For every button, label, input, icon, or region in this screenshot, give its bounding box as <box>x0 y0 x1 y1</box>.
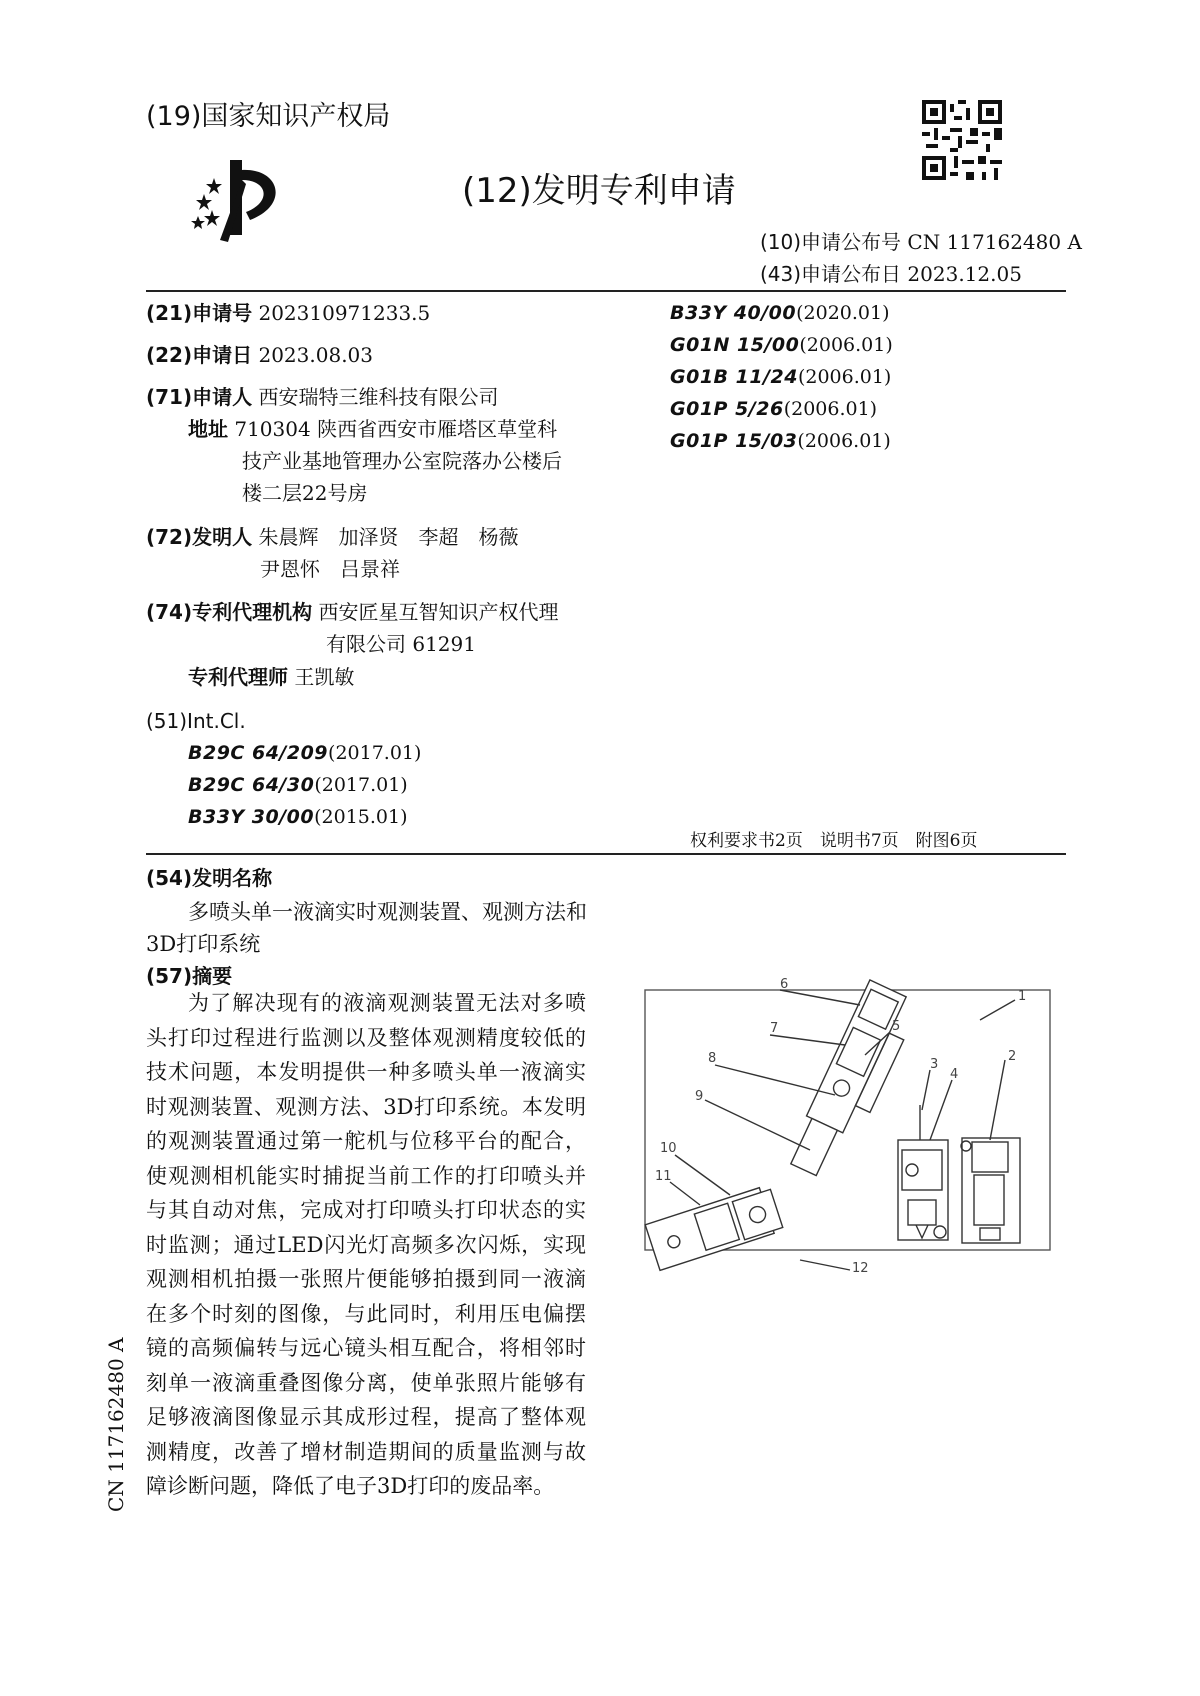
address-line: 技产业基地管理办公室院落办公楼后 <box>242 449 562 473</box>
applicant-row <box>146 381 498 413</box>
figure-label: 12 <box>852 1261 869 1276</box>
agent-label: 专利代理师 <box>188 665 288 689</box>
filing-date-label: (22)申请日 <box>146 343 253 367</box>
ipc-entry: B33Y 40/00(2020.01) <box>670 302 890 324</box>
agency-row <box>146 596 558 628</box>
pub-date-label: (43)申请公布日 <box>760 262 902 286</box>
page-counts: 权利要求书2页 说明书7页 附图6页 <box>690 831 978 851</box>
figure-label: 5 <box>892 1019 901 1034</box>
title-line: 多喷头单一液滴实时观测装置、观测方法和 <box>188 900 587 924</box>
intcl-label: (51)Int.Cl. <box>146 709 246 733</box>
ipc-right-list <box>670 297 893 457</box>
publication-date-row <box>760 258 1022 287</box>
inventors-row <box>146 521 518 553</box>
agency-label: (74)专利代理机构 <box>146 600 313 624</box>
inventors-label: (72)发明人 <box>146 525 253 549</box>
office-name: (19)国家知识产权局 <box>146 101 391 132</box>
abstract-paragraph: 为了解决现有的液滴观测装置无法对多喷头打印过程进行监测以及整体观测精度较低的技术问题，本发明提供一种多喷头单一液滴实时观测装置、观测方法、3D打印系统。本发明的观测装置通过第一舵机与位移平台的配合，使观测相机能实时捕捉当前工作的打印喷头并与其自动对焦，完成对打印喷头打印状态的实时监测；通过LED闪光灯高频多次闪烁，实现观测相机拍摄一张照片便能够拍摄到同一液滴在多个时刻的图像，与此同时，利用压电偏摆镜的高频偏转与远心镜头相互配合，将相邻时刻单一液滴重叠图像分离，使单张照片能够有足够液滴图像显示其成形过程，提高了整体观测精度，改善了增材制造期间的质量监测与故障诊断问题，降低了电子3D打印的废品率。 <box>146 991 586 1498</box>
agency-line: 西安匠星互智知识产权代理 <box>318 600 559 624</box>
inventors-line: 尹恩怀 吕景祥 <box>260 557 400 581</box>
app-no-label: (21)申请号 <box>146 301 253 325</box>
app-no: 202310971233.5 <box>258 301 431 325</box>
agent-row <box>188 661 354 693</box>
address-label: 地址 <box>188 417 228 441</box>
application-number-row <box>146 297 430 329</box>
title-line: 3D打印系统 <box>146 932 261 956</box>
ipc-entry: B29C 64/30(2017.01) <box>188 774 408 796</box>
title-label: (54)发明名称 <box>146 866 273 890</box>
inventors-line: 朱晨辉 加泽贤 李超 杨薇 <box>258 525 519 549</box>
document-type: (12)发明专利申请 <box>462 171 736 211</box>
biblio-divider <box>146 853 1066 855</box>
side-publication-number: CN 117162480 A <box>104 1337 128 1512</box>
figure-label: 1 <box>1018 989 1027 1004</box>
ipc-entry: G01N 15/00(2006.01) <box>670 334 893 356</box>
representative-drawing <box>630 960 1060 1290</box>
publication-number-row <box>760 226 1082 255</box>
agency-line: 有限公司 61291 <box>326 632 476 656</box>
figure-label: 9 <box>695 1089 704 1104</box>
qr-code[interactable] <box>922 100 1002 180</box>
ipc-entry: G01P 5/26(2006.01) <box>670 398 878 420</box>
applicant-label: (71)申请人 <box>146 385 253 409</box>
figure-label: 11 <box>655 1169 672 1184</box>
figure-label: 2 <box>1008 1049 1017 1064</box>
ipc-entry: G01P 15/03(2006.01) <box>670 430 891 452</box>
figure-label: 6 <box>780 977 789 992</box>
filing-date: 2023.08.03 <box>258 343 373 367</box>
figure-label: 7 <box>770 1021 779 1036</box>
address-line: 楼二层22号房 <box>242 481 368 505</box>
applicant: 西安瑞特三维科技有限公司 <box>258 385 499 409</box>
abstract-label: (57)摘要 <box>146 964 233 988</box>
pub-no-label: (10)申请公布号 <box>760 230 902 254</box>
header-divider <box>146 290 1066 292</box>
ipc-left-list <box>188 737 421 833</box>
address-line: 710304 陕西省西安市雁塔区草堂科 <box>234 417 558 441</box>
figure-label: 8 <box>708 1051 717 1066</box>
pub-no: CN 117162480 A <box>907 230 1082 254</box>
figure-label: 3 <box>930 1057 939 1072</box>
ipc-entry: B33Y 30/00(2015.01) <box>188 806 408 828</box>
agent: 王凯敏 <box>294 665 355 689</box>
pub-date: 2023.12.05 <box>907 262 1022 286</box>
cnipa-logo <box>190 150 300 245</box>
address-block <box>188 413 557 445</box>
filing-date-row <box>146 339 373 371</box>
abstract-text <box>146 986 586 1504</box>
figure-label: 10 <box>660 1141 677 1156</box>
ipc-entry: G01B 11/24(2006.01) <box>670 366 892 388</box>
figure-label: 4 <box>950 1067 959 1082</box>
ipc-entry: B29C 64/209(2017.01) <box>188 742 422 764</box>
